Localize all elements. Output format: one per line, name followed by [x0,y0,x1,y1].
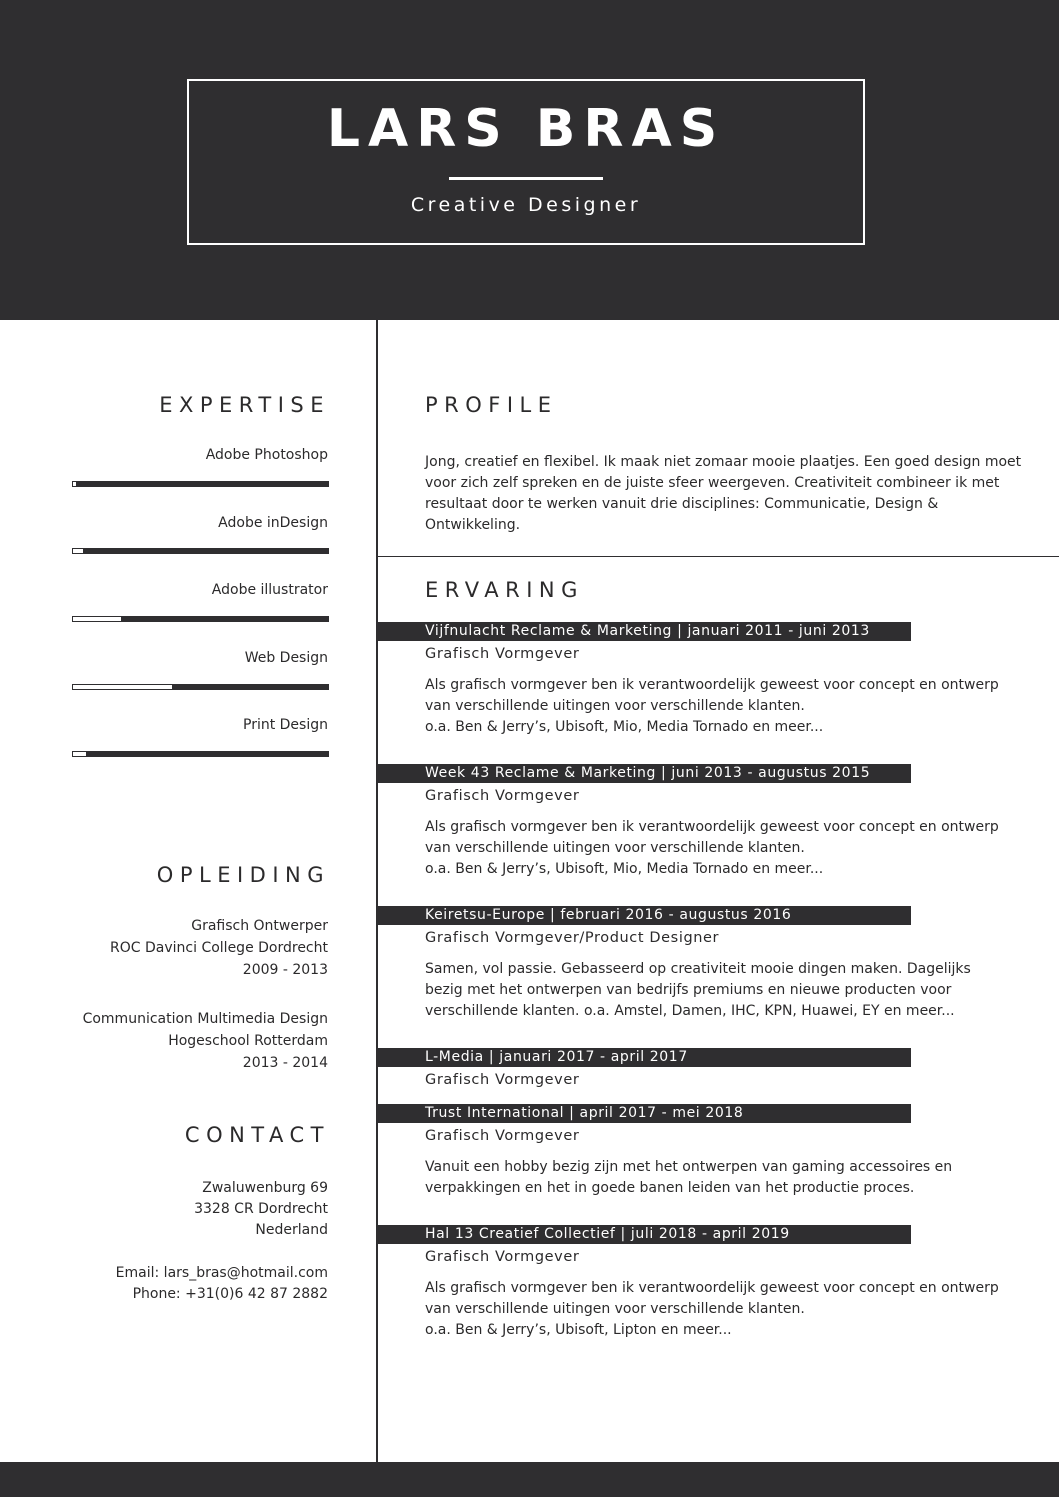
job-title: Creative Designer [410,194,642,216]
job-description-line: verpakkingen en het in goede banen leiden van het productie proces. [425,1180,915,1196]
job-description-line: Als grafisch vormgever ben ik verantwoordelijk geweest voor concept en ontwerp [425,1280,999,1296]
job-header: Vijfnulacht Reclame & Marketing | januari 2011 - juni 2013 [378,622,911,641]
name-frame [187,79,865,245]
person-name: LARS BRAS [326,99,726,159]
contact-address [194,1178,328,1241]
job-description [425,959,1038,1022]
job-header: Week 43 Reclame & Marketing | juni 2013 - augustus 2015 [378,764,911,783]
job-description-line: o.a. Ben & Jerry’s, Ubisoft, Mio, Media Tornado en meer... [425,861,824,877]
address-street: Zwaluwenburg 69 [202,1180,328,1196]
skill-bar [72,751,329,757]
skill-bar-fill [121,617,328,621]
skill-label: Web Design [244,650,328,666]
education-item [83,1008,328,1074]
job-role: Grafisch Vormgever [425,1072,580,1088]
skill-bar-fill [86,752,328,756]
contact-email: Email: lars_bras@hotmail.com [115,1265,328,1281]
skill-bar [72,684,329,690]
job-description-line: van verschillende uitingen voor verschillende klanten. [425,840,805,856]
skill-bar-fill [172,685,328,689]
education-item [110,915,328,981]
job-header: L-Media | januari 2017 - april 2017 [378,1048,911,1067]
job-role: Grafisch Vormgever [425,1128,580,1144]
job-description-line: o.a. Ben & Jerry’s, Ubisoft, Lipton en meer... [425,1322,732,1338]
skill-label: Print Design [243,717,328,733]
education-degree: Grafisch Ontwerper [191,918,328,934]
job-description-line: Vanuit een hobby bezig zijn met het ontwerpen van gaming accessoires en [425,1159,953,1175]
address-city: 3328 CR Dordrecht [194,1201,328,1217]
education-school: Hogeschool Rotterdam [168,1033,328,1049]
job-description [425,1157,1038,1199]
contact-details [116,1263,328,1305]
job-entry [378,906,1038,1022]
job-header: Hal 13 Creatief Collectief | juli 2018 - april 2019 [378,1225,911,1244]
job-entry [378,1048,1038,1091]
job-role: Grafisch Vormgever [425,788,580,804]
job-description-line: Als grafisch vormgever ben ik verantwoordelijk geweest voor concept en ontwerp [425,819,999,835]
skill-label: Adobe illustrator [211,582,328,598]
skill-bar [72,616,329,622]
footer-bar [0,1462,1059,1497]
skill-bar [72,481,329,487]
job-entry [378,622,1038,738]
job-description-line: Samen, vol passie. Gebasseerd op creativiteit mooie dingen maken. Dagelijks [425,961,971,977]
job-description [425,675,1038,738]
profile-text: Jong, creatief en flexibel. Ik maak niet zomaar mooie plaatjes. Een goed design moet voor zich zelf spreken en de juiste sfeer weergeven. Creativiteit combineer ik met resultaat door te werken vanuit drie disciplines: Communicatie, Design & Ontwikkeling. [425,454,1022,533]
job-description [425,1278,1038,1341]
education-years: 2013 - 2014 [242,1055,328,1071]
address-country: Nederland [255,1222,328,1238]
education-school: ROC Davinci College Dordrecht [110,940,328,956]
job-description-line: o.a. Ben & Jerry’s, Ubisoft, Mio, Media Tornado en meer... [425,719,824,735]
job-description-line: bezig met het ontwerpen van bedrijfs premiums en nieuwe producten voor [425,982,952,998]
skill-label: Adobe Photoshop [205,447,328,463]
job-role: Grafisch Vormgever/Product Designer [425,930,720,946]
job-header: Keiretsu-Europe | februari 2016 - augustus 2016 [378,906,911,925]
job-entry [378,1225,1038,1341]
job-description-line: van verschillende uitingen voor verschillende klanten. [425,698,805,714]
skill-bar [72,548,329,554]
contact-heading: CONTACT [184,1123,330,1147]
job-entry [378,764,1038,880]
education-heading: OPLEIDING [156,863,330,887]
skill-bar-fill [83,549,328,553]
job-role: Grafisch Vormgever [425,646,580,662]
job-description-line: Als grafisch vormgever ben ik verantwoordelijk geweest voor concept en ontwerp [425,677,999,693]
job-entry [378,1104,1038,1199]
skill-bar-fill [76,482,328,486]
profile-divider [377,556,1059,557]
skill-label: Adobe inDesign [218,515,328,531]
header-banner [0,0,1059,320]
profile-heading: PROFILE [425,393,558,417]
job-role: Grafisch Vormgever [425,1249,580,1265]
experience-heading: ERVARING [425,578,584,602]
contact-phone: Phone: +31(0)6 42 87 2882 [132,1286,328,1302]
education-degree: Communication Multimedia Design [82,1011,328,1027]
expertise-heading: EXPERTISE [159,393,330,417]
education-years: 2009 - 2013 [242,962,328,978]
job-description [425,817,1038,880]
job-header: Trust International | april 2017 - mei 2018 [378,1104,911,1123]
job-description-line: verschillende klanten. o.a. Amstel, Damen, IHC, KPN, Huawei, EY en meer... [425,1003,955,1019]
job-description-line: van verschillende uitingen voor verschillende klanten. [425,1301,805,1317]
name-divider [449,177,603,180]
